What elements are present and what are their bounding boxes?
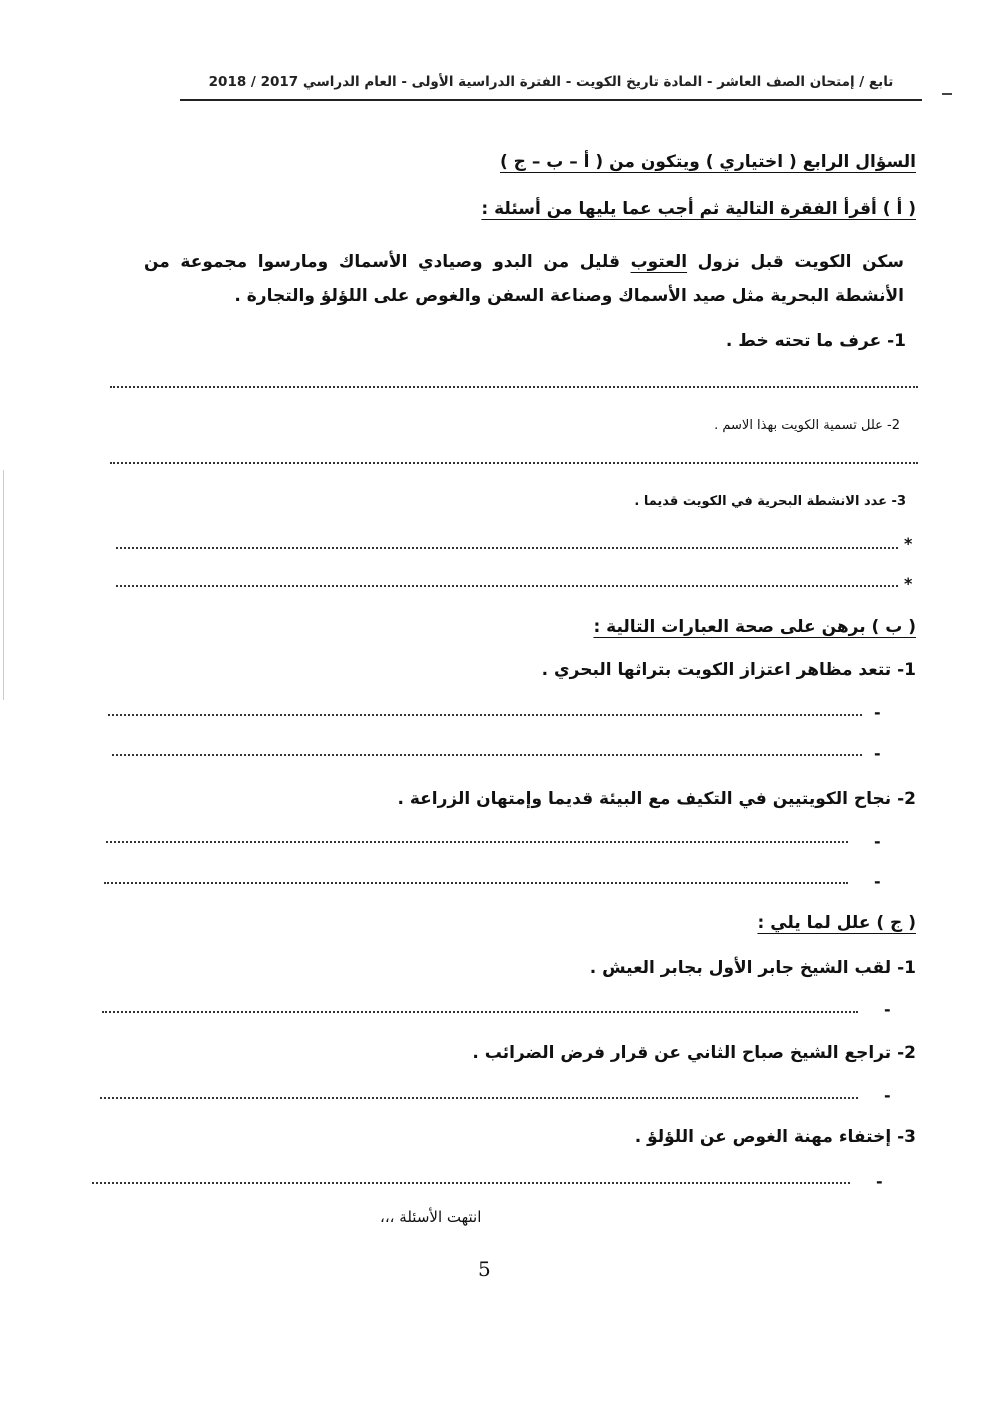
answer-line-a2[interactable] [110, 462, 918, 464]
part-c-item-1: 1- لقب الشيخ جابر الأول بجابر العيش . [589, 958, 916, 978]
answer-line-b1-2[interactable] [112, 754, 862, 756]
answer-bullet-1: * [904, 534, 913, 553]
answer-line-a3-1[interactable] [116, 547, 898, 549]
part-b-instruction: ( ب ) برهن على صحة العبارات التالية : [593, 617, 916, 637]
header-divider [180, 99, 922, 101]
answer-dash-c2: - [884, 1086, 891, 1105]
part-a-question-2: 2- علل تسمية الكويت بهذا الاسم . [714, 418, 900, 433]
answer-dash-b2-1: - [874, 832, 881, 851]
paragraph-text-start: سكن الكويت قبل نزول [687, 252, 905, 272]
answer-dash-b1-1: - [874, 703, 881, 722]
answer-line-b2-1[interactable] [106, 841, 848, 843]
part-a-question-3: 3- عدد الانشطة البحرية في الكويت قديما . [634, 494, 906, 509]
paragraph-text-end: قليل من البدو وصيادي الأسماك ومارسوا مجموعة من الأنشطة البحرية مثل صيد الأسماك وصناعة السفن والغوص على اللؤلؤ والتجارة . [144, 252, 904, 306]
answer-line-b2-2[interactable] [104, 882, 848, 884]
answer-dash-b2-2: - [874, 872, 881, 891]
underlined-term: العتوب [630, 252, 688, 272]
answer-line-c2[interactable] [100, 1097, 858, 1099]
answer-line-a3-2[interactable] [116, 585, 898, 587]
end-of-questions: انتهت الأسئلة ،،، [380, 1208, 482, 1226]
part-b-item-1: 1- تتعد مظاهر اعتزاز الكويت بتراثها البحري . [541, 660, 916, 680]
answer-bullet-2: * [904, 574, 913, 593]
answer-line-c3[interactable] [92, 1182, 850, 1184]
part-a-instruction: ( أ ) أقرأ الفقرة التالية ثم أجب عما يليها من أسئلة : [481, 199, 916, 219]
part-c-item-3: 3- إختفاء مهنة الغوص عن اللؤلؤ . [634, 1127, 916, 1147]
question-4-title: السؤال الرابع ( اختياري ) ويتكون من ( أ – ب – ج ) [499, 152, 916, 172]
part-a-question-1: 1- عرف ما تحته خط . [725, 331, 906, 351]
part-c-instruction: ( ج ) علل لما يلي : [757, 913, 916, 933]
answer-line-a1[interactable] [110, 386, 918, 388]
answer-line-b1-1[interactable] [108, 714, 862, 716]
scan-edge-line [3, 470, 4, 700]
reading-paragraph [144, 245, 904, 313]
answer-dash-c3: - [876, 1172, 883, 1191]
answer-dash-c1: - [884, 1000, 891, 1019]
part-c-item-2: 2- تراجع الشيخ صباح الثاني عن قرار فرض الضرائب . [472, 1043, 916, 1063]
answer-line-c1[interactable] [102, 1011, 858, 1013]
part-b-item-2: 2- نجاح الكويتيين في التكيف مع البيئة قديما وإمتهان الزراعة . [397, 789, 916, 809]
answer-dash-b1-2: - [874, 744, 881, 763]
exam-header: تابع / إمتحان الصف العاشر - المادة تاريخ الكويت - الفترة الدراسية الأولى - العام الدراسي 2017 / 2018 [208, 74, 894, 90]
scan-mark [942, 93, 952, 95]
page-number: 5 [478, 1257, 491, 1281]
